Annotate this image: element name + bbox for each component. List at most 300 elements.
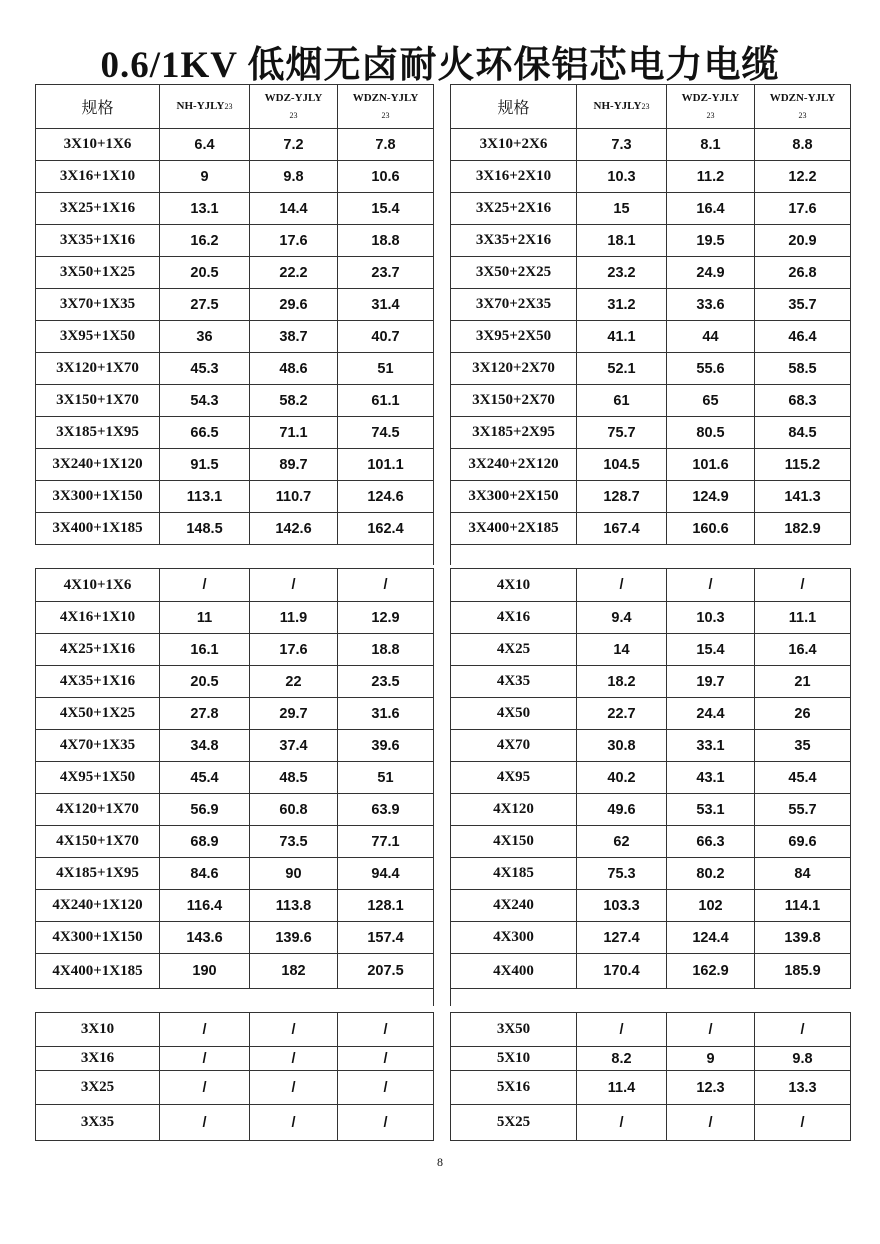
value-cell: 9.4 (577, 602, 667, 634)
spec-cell: 3X240+2X120 (451, 449, 577, 481)
spec-cell: 5X10 (451, 1047, 577, 1071)
header-col1-label: NH-YJLY (176, 100, 225, 112)
table-row (36, 385, 434, 417)
value-cell: 124.4 (667, 922, 755, 954)
value-cell: / (667, 1105, 755, 1141)
value-cell: 26.8 (755, 257, 851, 289)
value-cell: / (160, 1047, 250, 1071)
spec-cell: 4X400 (451, 954, 577, 989)
value-cell: 16.2 (160, 225, 250, 257)
spec-cell: 4X185+1X95 (36, 858, 160, 890)
value-cell: 114.1 (755, 890, 851, 922)
table-row (451, 513, 851, 545)
value-cell: 22 (250, 666, 338, 698)
header-col1 (160, 85, 250, 129)
table-row (36, 257, 434, 289)
table-row (36, 890, 434, 922)
value-cell: 23.2 (577, 257, 667, 289)
value-cell: 84 (755, 858, 851, 890)
value-cell: / (250, 1047, 338, 1071)
table-row (451, 161, 851, 193)
spec-cell: 3X25 (36, 1071, 160, 1105)
section-gap (451, 989, 851, 1013)
value-cell: 45.3 (160, 353, 250, 385)
value-cell: 185.9 (755, 954, 851, 989)
value-cell: 48.5 (250, 762, 338, 794)
table-row (451, 193, 851, 225)
value-cell: 15.4 (667, 634, 755, 666)
value-cell: 128.1 (338, 890, 434, 922)
value-cell: 167.4 (577, 513, 667, 545)
value-cell: 104.5 (577, 449, 667, 481)
value-cell: / (338, 569, 434, 602)
value-cell: 62 (577, 826, 667, 858)
value-cell: 10.3 (667, 602, 755, 634)
table-row (451, 353, 851, 385)
table-row (36, 1071, 434, 1105)
table-row (36, 794, 434, 826)
spec-cell: 4X25 (451, 634, 577, 666)
value-cell: / (250, 569, 338, 602)
table-row (36, 922, 434, 954)
value-cell: 102 (667, 890, 755, 922)
value-cell: 18.2 (577, 666, 667, 698)
value-cell: 80.2 (667, 858, 755, 890)
spec-cell: 4X300+1X150 (36, 922, 160, 954)
table-row (451, 481, 851, 513)
value-cell: 113.8 (250, 890, 338, 922)
value-cell: 51 (338, 353, 434, 385)
value-cell: 143.6 (160, 922, 250, 954)
table-row (36, 954, 434, 989)
spec-cell: 4X300 (451, 922, 577, 954)
table-row (36, 417, 434, 449)
spec-cell: 4X240+1X120 (36, 890, 160, 922)
spec-cell: 4X10 (451, 569, 577, 602)
value-cell: 61 (577, 385, 667, 417)
value-cell: 61.1 (338, 385, 434, 417)
table-row (36, 1013, 434, 1047)
value-cell: / (338, 1071, 434, 1105)
value-cell: 33.6 (667, 289, 755, 321)
value-cell: 94.4 (338, 858, 434, 890)
table-row (451, 417, 851, 449)
header-col3 (338, 85, 434, 129)
value-cell: 9 (160, 161, 250, 193)
table-row (451, 449, 851, 481)
table-row (36, 634, 434, 666)
value-cell: 44 (667, 321, 755, 353)
spec-cell: 3X120+2X70 (451, 353, 577, 385)
value-cell: 51 (338, 762, 434, 794)
value-cell: 31.4 (338, 289, 434, 321)
table-row (36, 193, 434, 225)
table-row (36, 602, 434, 634)
value-cell: 26 (755, 698, 851, 730)
value-cell: 31.6 (338, 698, 434, 730)
value-cell: 6.4 (160, 129, 250, 161)
value-cell: 7.8 (338, 129, 434, 161)
value-cell: 148.5 (160, 513, 250, 545)
table-row (451, 1071, 851, 1105)
section-gap-cell (36, 545, 434, 569)
table-row (36, 353, 434, 385)
value-cell: 15.4 (338, 193, 434, 225)
value-cell: 84.5 (755, 417, 851, 449)
spec-cell: 4X95+1X50 (36, 762, 160, 794)
spec-cell: 4X50+1X25 (36, 698, 160, 730)
gap-divider-left (433, 541, 434, 565)
table-row (451, 794, 851, 826)
value-cell: 45.4 (755, 762, 851, 794)
value-cell: / (250, 1105, 338, 1141)
value-cell: 115.2 (755, 449, 851, 481)
spec-cell: 3X10+1X6 (36, 129, 160, 161)
value-cell: 20.9 (755, 225, 851, 257)
value-cell: 80.5 (667, 417, 755, 449)
value-cell: 48.6 (250, 353, 338, 385)
value-cell: / (577, 569, 667, 602)
spec-cell: 3X35+1X16 (36, 225, 160, 257)
value-cell: 36 (160, 321, 250, 353)
table-row (451, 698, 851, 730)
spec-cell: 4X150+1X70 (36, 826, 160, 858)
table-row (451, 257, 851, 289)
value-cell: 18.8 (338, 225, 434, 257)
section-gap-cell (451, 989, 851, 1013)
table-row (36, 569, 434, 602)
spec-cell: 4X120 (451, 794, 577, 826)
table-row (451, 954, 851, 989)
value-cell: 18.1 (577, 225, 667, 257)
spec-cell: 3X16+2X10 (451, 161, 577, 193)
value-cell: 45.4 (160, 762, 250, 794)
value-cell: 11.9 (250, 602, 338, 634)
section-gap-cell (451, 545, 851, 569)
value-cell: 17.6 (250, 225, 338, 257)
value-cell: 101.1 (338, 449, 434, 481)
value-cell: / (577, 1013, 667, 1047)
spec-cell: 4X70 (451, 730, 577, 762)
value-cell: 12.3 (667, 1071, 755, 1105)
value-cell: 23.7 (338, 257, 434, 289)
table-row (451, 1047, 851, 1071)
value-cell: 157.4 (338, 922, 434, 954)
spec-cell: 4X400+1X185 (36, 954, 160, 989)
value-cell: / (250, 1013, 338, 1047)
value-cell: 142.6 (250, 513, 338, 545)
table-row (36, 730, 434, 762)
value-cell: 15 (577, 193, 667, 225)
value-cell: 14 (577, 634, 667, 666)
spec-cell: 5X16 (451, 1071, 577, 1105)
value-cell: 60.8 (250, 794, 338, 826)
table-row (36, 129, 434, 161)
table-row (451, 385, 851, 417)
value-cell: 124.9 (667, 481, 755, 513)
table-row (36, 481, 434, 513)
value-cell: / (338, 1105, 434, 1141)
section-gap (36, 989, 434, 1013)
spec-cell: 4X150 (451, 826, 577, 858)
spec-cell: 3X150+2X70 (451, 385, 577, 417)
gap-divider-right (450, 541, 451, 565)
spec-cell: 4X16+1X10 (36, 602, 160, 634)
value-cell: 162.9 (667, 954, 755, 989)
header-col2-label: WDZ-YJLY (264, 91, 323, 104)
value-cell: 141.3 (755, 481, 851, 513)
value-cell: 71.1 (250, 417, 338, 449)
value-cell: 16.4 (667, 193, 755, 225)
value-cell: 66.5 (160, 417, 250, 449)
value-cell: 24.9 (667, 257, 755, 289)
value-cell: 170.4 (577, 954, 667, 989)
value-cell: 58.5 (755, 353, 851, 385)
value-cell: 139.6 (250, 922, 338, 954)
spec-cell: 4X95 (451, 762, 577, 794)
value-cell: 12.2 (755, 161, 851, 193)
value-cell: 75.7 (577, 417, 667, 449)
value-cell: 46.4 (755, 321, 851, 353)
table-row (451, 1013, 851, 1047)
value-cell: 91.5 (160, 449, 250, 481)
value-cell: 22.7 (577, 698, 667, 730)
header-col1-sub: 23 (641, 102, 650, 111)
value-cell: 52.1 (577, 353, 667, 385)
spec-cell: 3X120+1X70 (36, 353, 160, 385)
value-cell: / (577, 1105, 667, 1141)
spec-cell: 3X70+1X35 (36, 289, 160, 321)
spec-cell: 3X240+1X120 (36, 449, 160, 481)
value-cell: 20.5 (160, 257, 250, 289)
value-cell: 139.8 (755, 922, 851, 954)
spec-cell: 3X70+2X35 (451, 289, 577, 321)
value-cell: 37.4 (250, 730, 338, 762)
table-row (451, 762, 851, 794)
value-cell: 22.2 (250, 257, 338, 289)
value-cell: 9.8 (250, 161, 338, 193)
section-gap-cell (36, 989, 434, 1013)
value-cell: 11.1 (755, 602, 851, 634)
table-row (451, 634, 851, 666)
spec-cell: 3X25+2X16 (451, 193, 577, 225)
spec-cell: 4X35+1X16 (36, 666, 160, 698)
spec-cell: 4X25+1X16 (36, 634, 160, 666)
value-cell: 30.8 (577, 730, 667, 762)
value-cell: / (338, 1013, 434, 1047)
page-number: 8 (437, 1155, 443, 1169)
value-cell: / (338, 1047, 434, 1071)
value-cell: 35.7 (755, 289, 851, 321)
value-cell: 182.9 (755, 513, 851, 545)
value-cell: 7.2 (250, 129, 338, 161)
value-cell: 10.3 (577, 161, 667, 193)
value-cell: 8.1 (667, 129, 755, 161)
header-spec: 规格 (36, 85, 160, 129)
value-cell: 41.1 (577, 321, 667, 353)
value-cell: 55.7 (755, 794, 851, 826)
table-row (451, 858, 851, 890)
left-cable-table (35, 84, 434, 1141)
value-cell: 35 (755, 730, 851, 762)
spec-cell: 4X240 (451, 890, 577, 922)
value-cell: 101.6 (667, 449, 755, 481)
value-cell: 38.7 (250, 321, 338, 353)
table-row (36, 225, 434, 257)
value-cell: 27.8 (160, 698, 250, 730)
header-spec: 规格 (451, 85, 577, 129)
value-cell: 127.4 (577, 922, 667, 954)
spec-cell: 3X25+1X16 (36, 193, 160, 225)
value-cell: 68.9 (160, 826, 250, 858)
spec-cell: 3X50 (451, 1013, 577, 1047)
table-row (451, 602, 851, 634)
value-cell: 9 (667, 1047, 755, 1071)
header-col2-label: WDZ-YJLY (681, 91, 740, 104)
value-cell: 58.2 (250, 385, 338, 417)
section-gap (451, 545, 851, 569)
table-row (36, 698, 434, 730)
header-col1-label: NH-YJLY (593, 100, 642, 112)
value-cell: / (755, 569, 851, 602)
spec-cell: 3X300+1X150 (36, 481, 160, 513)
header-col3-label: WDZN-YJLY (769, 91, 836, 104)
value-cell: 65 (667, 385, 755, 417)
value-cell: 24.4 (667, 698, 755, 730)
value-cell: 63.9 (338, 794, 434, 826)
value-cell: 56.9 (160, 794, 250, 826)
value-cell: / (160, 569, 250, 602)
table-row (36, 449, 434, 481)
value-cell: / (160, 1105, 250, 1141)
value-cell: 8.8 (755, 129, 851, 161)
value-cell: 16.4 (755, 634, 851, 666)
header-col2 (667, 85, 755, 129)
table-row (36, 762, 434, 794)
table-row (451, 569, 851, 602)
spec-cell: 3X95+2X50 (451, 321, 577, 353)
header-col3-sub: 23 (798, 110, 807, 120)
value-cell: 13.3 (755, 1071, 851, 1105)
value-cell: 68.3 (755, 385, 851, 417)
value-cell: 74.5 (338, 417, 434, 449)
table-row (36, 666, 434, 698)
value-cell: 160.6 (667, 513, 755, 545)
value-cell: 27.5 (160, 289, 250, 321)
value-cell: 124.6 (338, 481, 434, 513)
table-row (451, 730, 851, 762)
table-row (451, 225, 851, 257)
spec-cell: 4X120+1X70 (36, 794, 160, 826)
spec-cell: 3X10+2X6 (451, 129, 577, 161)
spec-cell: 3X95+1X50 (36, 321, 160, 353)
value-cell: / (250, 1071, 338, 1105)
value-cell: 34.8 (160, 730, 250, 762)
spec-cell: 3X10 (36, 1013, 160, 1047)
value-cell: / (160, 1071, 250, 1105)
value-cell: 13.1 (160, 193, 250, 225)
value-cell: 7.3 (577, 129, 667, 161)
header-col3-label: WDZN-YJLY (352, 91, 419, 104)
spec-cell: 3X400+2X185 (451, 513, 577, 545)
spec-cell: 3X35 (36, 1105, 160, 1141)
header-col2-sub: 23 (706, 110, 715, 120)
value-cell: 17.6 (755, 193, 851, 225)
table-row (451, 321, 851, 353)
value-cell: 162.4 (338, 513, 434, 545)
table-row (451, 289, 851, 321)
spec-cell: 3X185+2X95 (451, 417, 577, 449)
value-cell: 207.5 (338, 954, 434, 989)
page-title: 0.6/1KV 低烟无卤耐火环保铝芯电力电缆 (100, 45, 780, 86)
spec-cell: 4X35 (451, 666, 577, 698)
value-cell: / (755, 1013, 851, 1047)
right-cable-table (450, 84, 851, 1141)
value-cell: 8.2 (577, 1047, 667, 1071)
spec-cell: 3X16+1X10 (36, 161, 160, 193)
header-col3 (755, 85, 851, 129)
value-cell: 10.6 (338, 161, 434, 193)
value-cell: 17.6 (250, 634, 338, 666)
table-row (451, 1105, 851, 1141)
value-cell: 73.5 (250, 826, 338, 858)
value-cell: 53.1 (667, 794, 755, 826)
value-cell: 18.8 (338, 634, 434, 666)
value-cell: 75.3 (577, 858, 667, 890)
value-cell: 19.7 (667, 666, 755, 698)
value-cell: 55.6 (667, 353, 755, 385)
table-row (36, 289, 434, 321)
value-cell: 66.3 (667, 826, 755, 858)
value-cell: 12.9 (338, 602, 434, 634)
value-cell: 31.2 (577, 289, 667, 321)
header-col1-sub: 23 (224, 102, 233, 111)
value-cell: 40.7 (338, 321, 434, 353)
spec-cell: 3X35+2X16 (451, 225, 577, 257)
table-row (451, 666, 851, 698)
table-header-row (36, 85, 434, 129)
value-cell: 190 (160, 954, 250, 989)
table-row (36, 1047, 434, 1071)
spec-cell: 4X10+1X6 (36, 569, 160, 602)
value-cell: 113.1 (160, 481, 250, 513)
value-cell: 9.8 (755, 1047, 851, 1071)
value-cell: 33.1 (667, 730, 755, 762)
header-col2 (250, 85, 338, 129)
table-row (451, 129, 851, 161)
value-cell: 77.1 (338, 826, 434, 858)
spec-cell: 3X185+1X95 (36, 417, 160, 449)
value-cell: 21 (755, 666, 851, 698)
value-cell: 20.5 (160, 666, 250, 698)
value-cell: / (160, 1013, 250, 1047)
value-cell: 11 (160, 602, 250, 634)
value-cell: / (755, 1105, 851, 1141)
value-cell: / (667, 1013, 755, 1047)
spec-cell: 3X50+2X25 (451, 257, 577, 289)
table-row (451, 922, 851, 954)
value-cell: 43.1 (667, 762, 755, 794)
value-cell: 14.4 (250, 193, 338, 225)
value-cell: 128.7 (577, 481, 667, 513)
header-col2-sub: 23 (289, 110, 298, 120)
header-col1 (577, 85, 667, 129)
table-row (36, 1105, 434, 1141)
value-cell: 11.4 (577, 1071, 667, 1105)
value-cell: 29.7 (250, 698, 338, 730)
spec-cell: 3X16 (36, 1047, 160, 1071)
spec-cell: 4X16 (451, 602, 577, 634)
